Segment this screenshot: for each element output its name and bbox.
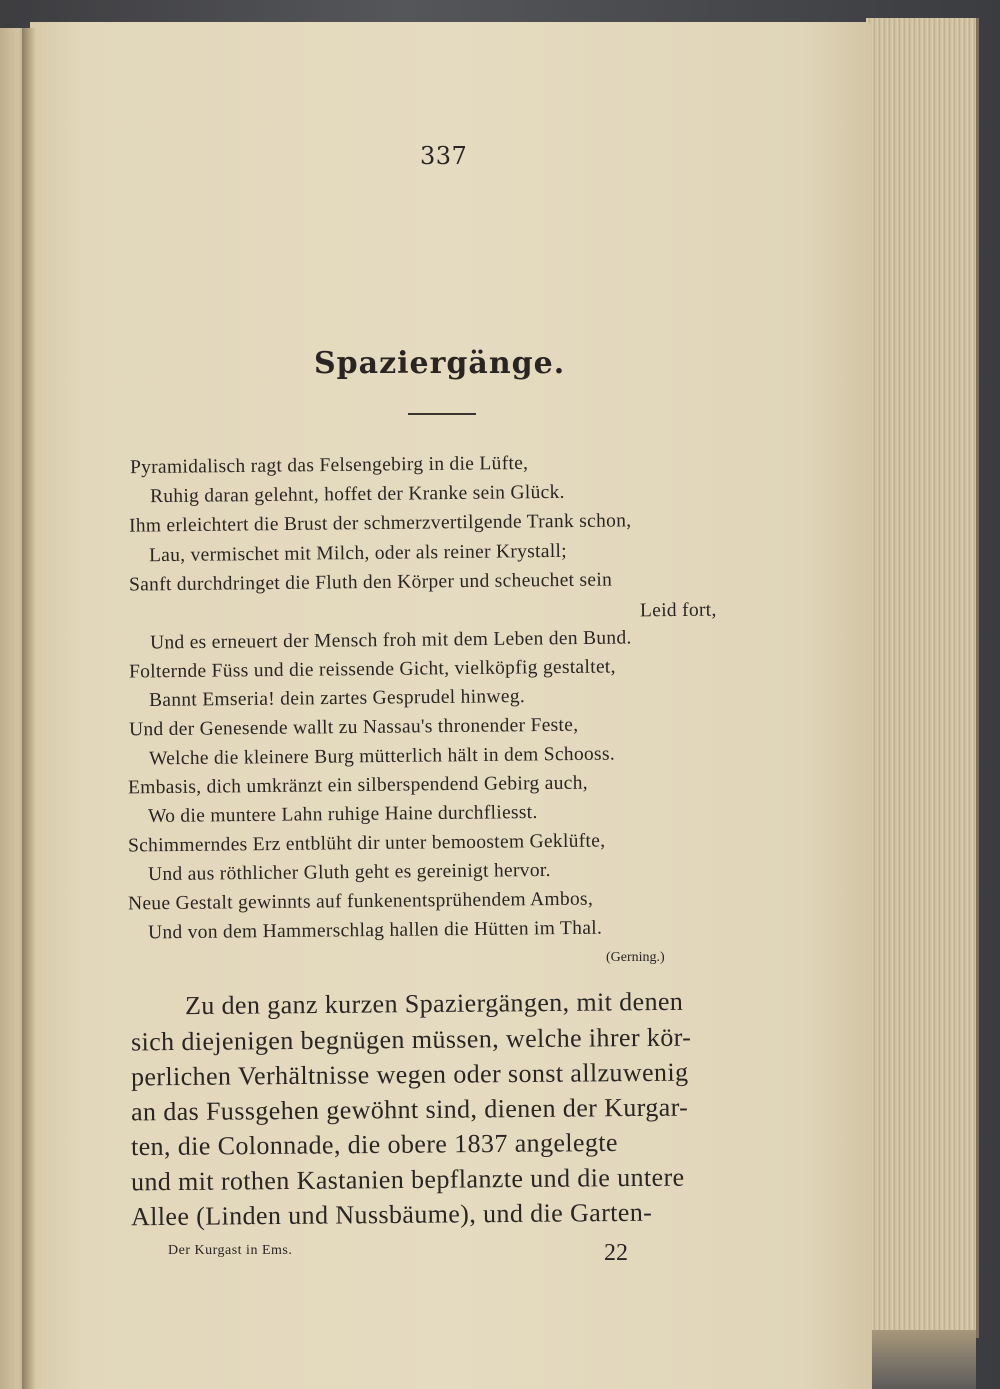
poem-line: Wo die muntere Lahn ruhige Haine durchfliesst. <box>147 801 538 828</box>
page-heading: Spaziergänge. <box>314 346 566 381</box>
poem-line: Schimmerndes Erz entblüht dir unter bemoostem Geklüfte, <box>127 830 606 857</box>
poem-line: Leid fort, <box>639 599 717 622</box>
prose-line: und mit rothen Kastanien bepflanzte und die untere <box>130 1162 685 1197</box>
page-number: 337 <box>420 142 468 170</box>
prose-line: sich diejenigen begnügen müssen, welche ihrer kör- <box>130 1022 692 1057</box>
poem-line: Und es erneuert der Mensch froh mit dem Leben den Bund. <box>149 627 632 654</box>
poem-line: Ruhig daran gelehnt, hoffet der Kranke sein Glück. <box>149 481 565 508</box>
poem-line: Welche die kleinere Burg mütterlich hält in dem Schooss. <box>148 743 616 770</box>
poem-line: Lau, vermischet mit Milch, oder als reiner Krystall; <box>148 540 568 567</box>
prose-line: Zu den ganz kurzen Spaziergängen, mit denen <box>184 986 684 1021</box>
prose-line: ten, die Colonnade, die obere 1837 angelegte <box>130 1127 619 1162</box>
page-edges-stack <box>866 18 979 1338</box>
poem-line: Folternde Füss und die reissende Gicht, vielköpfig gestaltet, <box>128 656 616 683</box>
footer-book-title: Der Kurgast in Ems. <box>168 1243 293 1258</box>
book-gutter <box>22 28 36 1389</box>
heading-rule <box>408 413 476 415</box>
poem-line: Und aus röthlicher Gluth geht es gereinigt hervor. <box>147 859 551 886</box>
poem-line: Embasis, dich umkränzt ein silberspendend Gebirg auch, <box>127 772 588 799</box>
page-edges-shadow <box>866 1330 976 1389</box>
prose-line: an das Fussgehen gewöhnt sind, dienen der Kurgar- <box>130 1092 689 1127</box>
poem-line: Sanft durchdringet die Fluth den Körper und scheuchet sein <box>128 569 613 596</box>
prose-line: Allee (Linden und Nussbäume), und die Garten- <box>130 1197 653 1232</box>
poem-line: Pyramidalisch ragt das Felsengebirg in die Lüfte, <box>129 452 529 479</box>
poem-line: Neue Gestalt gewinnts auf funkenentsprühendem Ambos, <box>127 888 594 915</box>
prose-line: perlichen Verhältnisse wegen oder sonst allzuwenig <box>130 1057 689 1092</box>
signature-mark: 22 <box>604 1240 628 1266</box>
poem-line: Und der Genesende wallt zu Nassau's thronender Feste, <box>128 714 579 741</box>
poem-line: Und von dem Hammerschlag hallen die Hütten im Thal. <box>147 917 603 944</box>
poem-line: Bannt Emseria! dein zartes Gesprudel hinweg. <box>148 686 526 711</box>
poem-attribution: (Gerning.) <box>606 950 665 965</box>
poem-line: Ihm erleichtert die Brust der schmerzvertilgende Trank schon, <box>128 510 632 537</box>
